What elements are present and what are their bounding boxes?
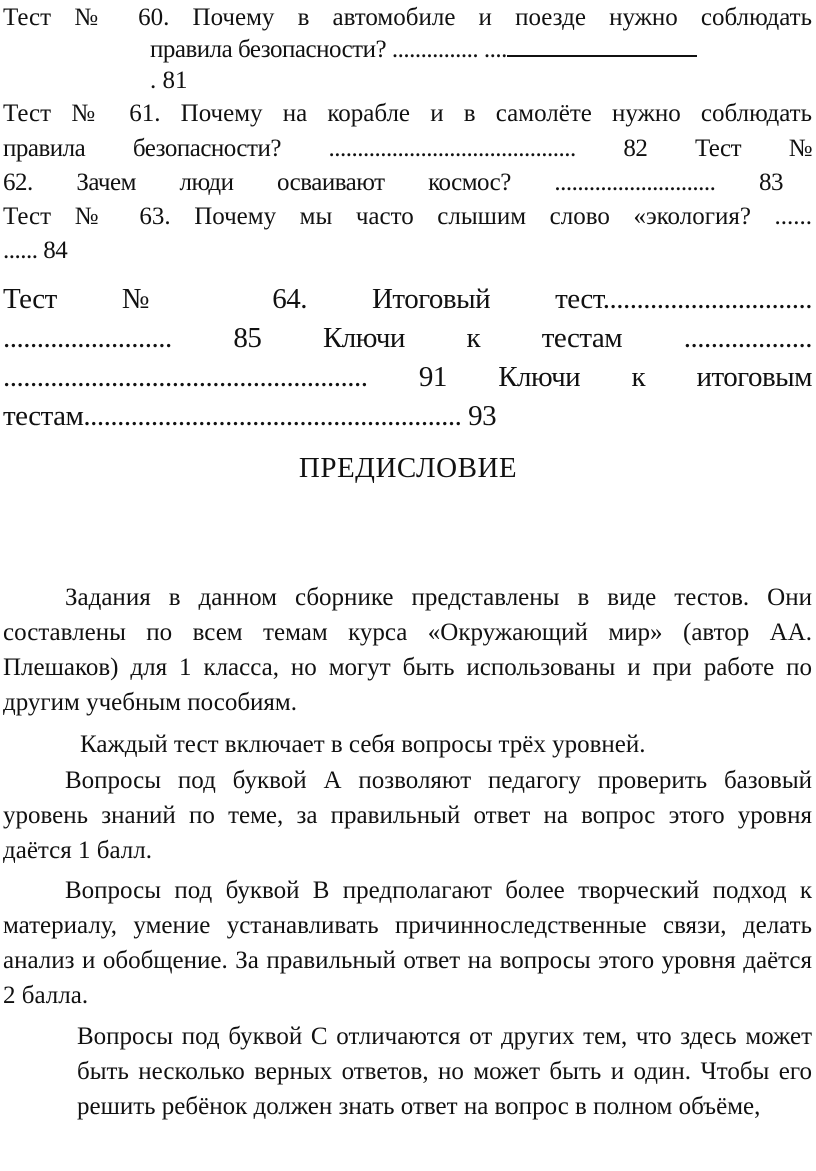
toc-test-64-line-2: ......................... 85 Ключи к тестам ................... <box>3 322 812 354</box>
paragraph-1 <box>3 580 812 720</box>
paragraph-4-text: Вопросы под буквой В предполагают более творческий подход к материалу, умение устанавливать причинноследственные связи, делать анализ и обобщение. За правильный ответ на вопросы этого уровня даётся 2 балла. <box>3 877 812 1009</box>
toc-test-64-line-1: Тест № 64. Итоговый тест............................... <box>3 283 812 315</box>
toc-test-63-line-2: ...... 84 <box>3 237 68 264</box>
toc-test-61-line-1: Тест № 61. Почему на корабле и в самолёте нужно соблюдать <box>3 100 812 127</box>
toc-test-60-page: . 81 <box>150 67 188 94</box>
paragraph-4 <box>3 873 812 1013</box>
toc-test-60-text: правила безопасности? ............... .... <box>150 36 507 63</box>
toc-test-60-line-1: Тест № 60. Почему в автомобиле и поезде нужно соблюдать <box>3 4 812 31</box>
paragraph-5 <box>77 1019 812 1124</box>
paragraph-5-text: Вопросы под буквой С отличаются от других тем, что здесь может быть несколько верных ответов, но может быть и один. Чтобы его решить ребёнок должен знать ответ на вопрос в полном объёме, <box>77 1023 812 1120</box>
toc-test-63-line-1: Тест № 63. Почему мы часто слышим слово «экология? ...... <box>3 203 812 230</box>
paragraph-2 <box>80 727 812 762</box>
toc-test-60-line-2 <box>150 34 697 66</box>
toc-keys-line: ...................................................... 91 Ключи к итоговым <box>3 361 812 393</box>
paragraph-3 <box>3 763 812 868</box>
toc-underline <box>507 55 697 57</box>
paragraph-3-text: Вопросы под буквой А позволяют педагогу проверить базовый уровень знаний по теме, за правильный ответ на вопрос этого уровня даётся 1 балл. <box>3 767 812 864</box>
section-heading: ПРЕДИСЛОВИЕ <box>298 452 518 484</box>
toc-test-62-line: 62. Зачем люди осваивают космос? ............................ 83 <box>3 169 783 196</box>
toc-final-keys-line: тестам........................................................ 93 <box>3 400 497 432</box>
toc-test-61-line-2: правила безопасности? ........................................... 82 Тест № <box>3 135 812 162</box>
paragraph-1-text: Задания в данном сборнике представлены в виде тестов. Они составлены по всем темам курса «Окружающий мир» (автор АА. Плешаков) для 1 класса, но могут быть использованы и при работе по другим учебным пособиям. <box>3 584 812 716</box>
paragraph-2-text: Каждый тест включает в себя вопросы трёх уровней. <box>80 731 646 758</box>
